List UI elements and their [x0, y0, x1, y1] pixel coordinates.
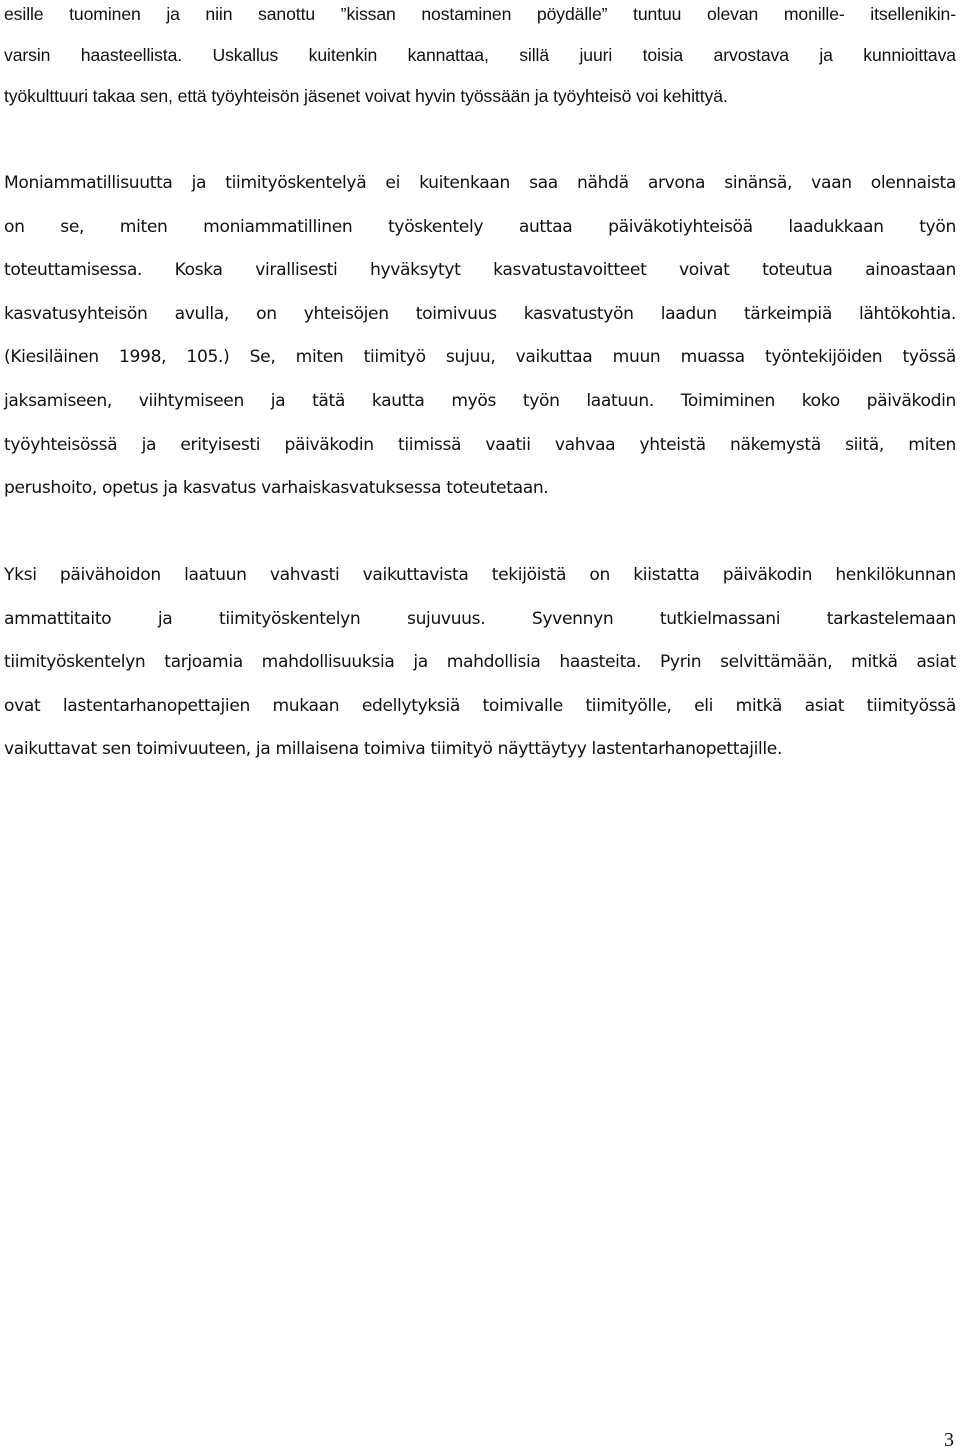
paragraph-line: kasvatusyhteisön avulla, on yhteisöjen toimivuus kasvatustyön laadun tärkeimpiä lähtökohtia. [4, 303, 956, 324]
paragraph-line: perushoito, opetus ja kasvatus varhaiskasvatuksessa toteutetaan. [4, 478, 549, 499]
intro-paragraph [4, 0, 956, 117]
intro-line: työkulttuuri takaa sen, että työyhteisön jäsenet voivat hyvin työssään ja työyhteisö voi kehittyä. [4, 86, 728, 106]
paragraph-line: ovat lastentarhanopettajien mukaan edellytyksiä toimivalle tiimityölle, eli mitkä asiat tiimityössä [4, 695, 956, 716]
body-paragraph-multiprofessional [4, 162, 956, 511]
paragraph-line: työyhteisössä ja erityisesti päiväkodin tiimissä vaatii vahvaa yhteistä näkemystä siitä, miten [4, 434, 956, 455]
paragraph-line: on se, miten moniammatillinen työskentely auttaa päiväkotiyhteisöä laadukkaan työn [4, 216, 956, 237]
paragraph-line: vaikuttavat sen toimivuuteen, ja millaisena toimiva tiimityö näyttäytyy lastentarhanopettajille. [4, 739, 783, 760]
body-paragraph-study-focus [4, 554, 956, 772]
intro-line: esille tuominen ja niin sanottu ”kissan nostaminen pöydälle” tuntuu olevan monille- itsellenikin- [4, 4, 956, 24]
paragraph-line: (Kiesiläinen 1998, 105.) Se, miten tiimityö sujuu, vaikuttaa muun muassa työntekijöiden työssä [4, 347, 956, 368]
intro-line: varsin haasteellista. Uskallus kuitenkin kannattaa, sillä juuri toisia arvostava ja kunnioittava [4, 45, 956, 65]
paragraph-line: Yksi päivähoidon laatuun vahvasti vaikuttavista tekijöistä on kiistatta päiväkodin henkilökunnan [4, 565, 956, 585]
paragraph-line: ammattitaito ja tiimityöskentelyn sujuvuus. Syvennyn tutkielmassani tarkastelemaan [4, 608, 956, 629]
paragraph-line: Moniammatillisuutta ja tiimityöskentelyä ei kuitenkaan saa nähdä arvona sinänsä, vaan olennaista [4, 173, 956, 193]
paragraph-line: tiimityöskentelyn tarjoamia mahdollisuuksia ja mahdollisia haasteita. Pyrin selvittämään, mitkä asiat [4, 652, 956, 673]
paragraph-line: jaksamiseen, viihtymiseen ja tätä kautta myös työn laatuun. Toimiminen koko päiväkodin [4, 390, 956, 411]
paragraph-line: toteuttamisessa. Koska virallisesti hyväksytyt kasvatustavoitteet voivat toteutua ainoastaan [4, 260, 956, 281]
page-number: 3 [944, 1429, 954, 1451]
